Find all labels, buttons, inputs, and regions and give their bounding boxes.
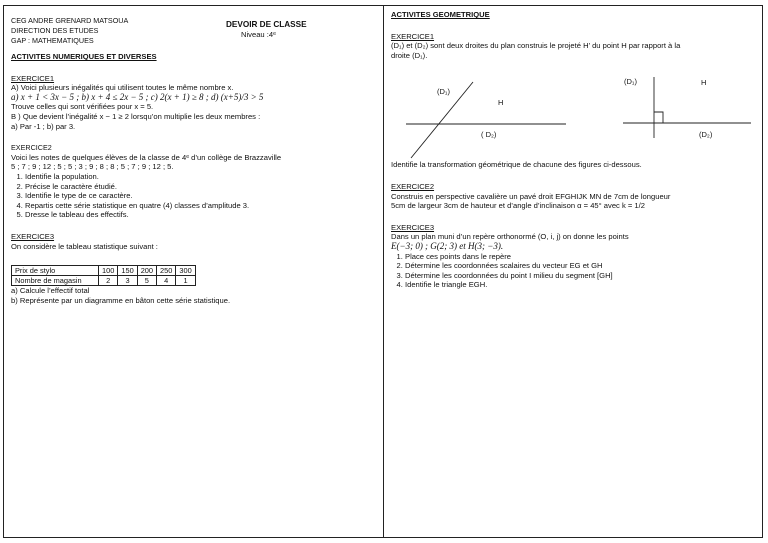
- geo-ex1-text1: (D₁) et (D₂) sont deux droites du plan construis le projeté H’ du point H par rapport à la: [391, 41, 681, 51]
- list-item: 4. Repartis cette série statistique en quatre (4) classes d’amplitude 3.: [25, 201, 377, 211]
- stat-table: [11, 265, 196, 286]
- table-cell: 100: [99, 266, 118, 276]
- gap-label: GAP : MATHEMATIQUES: [11, 36, 94, 45]
- ex1-b-items: a) Par -1 ; b) par 3.: [11, 121, 76, 131]
- ex2-title: EXERCICE2: [11, 143, 52, 153]
- geo-ex1-text2: droite (D₁).: [391, 50, 428, 60]
- geo-identify: Identifie la transformation géométrique de chacune des figures ci-dessous.: [391, 160, 642, 170]
- geo-ex2-line1: Construis en perspective cavalière un pavé droit EFGHIJK MN de 7cm de longueur: [391, 191, 671, 201]
- exam-title: DEVOIR DE CLASSE: [226, 20, 307, 29]
- geometry-figures: [391, 60, 756, 160]
- list-item: 3. Détermine les coordonnées du point I milieu du segment [GH]: [405, 271, 756, 281]
- list-item: 1. Place ces points dans le repère: [405, 252, 756, 262]
- table-cell: 5: [137, 276, 156, 286]
- list-item: 2. Détermine les coordonnées scalaires du vecteur EG et GH: [405, 261, 756, 271]
- right-angle-mark: [654, 112, 663, 123]
- label-d2-fig2: (D₂): [699, 130, 713, 140]
- list-item: 1. Identifie la population.: [25, 172, 377, 182]
- list-item: 4. Identifie le triangle EGH.: [405, 280, 756, 290]
- exam-sheet: [3, 5, 763, 538]
- table-row: [12, 276, 196, 286]
- ex3-a: a) Calcule l’effectif total: [11, 286, 90, 296]
- niveau-label: Niveau :4ᵉ: [241, 30, 276, 39]
- table-cell: 1: [176, 276, 195, 286]
- figures-svg: [391, 60, 756, 160]
- label-h-fig2: H: [701, 78, 707, 88]
- label-h-fig1: H: [498, 98, 504, 108]
- table-cell: 3: [118, 276, 137, 286]
- ex1-check: Trouve celles qui sont vérifiées pour x = 5.: [11, 102, 154, 112]
- geo-ex3-title: EXERCICE3: [391, 222, 435, 232]
- table-cell: Nombre de magasin: [12, 276, 99, 286]
- list-item: 3. Identifie le type de ce caractère.: [25, 191, 377, 201]
- geo-ex3-points: E(−3; 0) ; G(2; 3) et H(3; −3).: [391, 240, 504, 251]
- ex1-intro: A) Voici plusieurs inégalités qui utilisent toutes le même nombre x.: [11, 83, 234, 93]
- table-cell: 250: [157, 266, 176, 276]
- ex1-inequalities: a) x + 1 < 3x − 5 ; b) x + 4 ≤ 2x − 5 ; c) 2(x + 1) ≥ 8 ; d) (x+5)/3 > 5: [11, 91, 264, 102]
- table-cell: 4: [157, 276, 176, 286]
- geo-ex3-intro: Dans un plan muni d’un repère orthonormé (O, i, j) on donne les points: [391, 232, 629, 242]
- table-cell: 150: [118, 266, 137, 276]
- ex1-b-question: B ) Que devient l’inégalité x − 1 ≥ 2 lorsqu’on multiplie les deux membres :: [11, 111, 261, 121]
- table-cell: 2: [99, 276, 118, 286]
- direction-label: DIRECTION DES ETUDES: [11, 26, 99, 35]
- right-section-title: ACTIVITES GEOMETRIQUE: [391, 10, 490, 19]
- ex2-intro: Voici les notes de quelques élèves de la classe de 4ᵉ d’un collège de Brazzaville: [11, 152, 282, 162]
- list-item: 5. Dresse le tableau des effectifs.: [25, 210, 377, 220]
- right-column: [383, 6, 762, 537]
- geo-ex1-title: EXERCICE1: [391, 31, 435, 41]
- ex2-notes: 5 ; 7 ; 9 ; 12 ; 5 ; 5 ; 3 ; 9 ; 8 ; 8 ; 5 ; 7 ; 9 ; 12 ; 5.: [11, 162, 174, 172]
- ex3-title: EXERCICE3: [11, 231, 55, 241]
- school-name: CEG ANDRE GRENARD MATSOUA: [11, 16, 129, 25]
- ex3-b: b) Représente par un diagramme en bâton cette série statistique.: [11, 295, 231, 305]
- ex3-intro: On considère le tableau statistique suivant :: [11, 241, 158, 251]
- label-d1-fig1: (D₁): [437, 87, 450, 97]
- left-section-title: ACTIVITES NUMERIQUES ET DIVERSES: [11, 52, 157, 61]
- table-cell: Prix de stylo: [12, 266, 99, 276]
- geo-ex3-list: [391, 252, 756, 290]
- label-d2-fig1: ( D₂): [481, 130, 497, 140]
- list-item: 2. Précise le caractère étudié.: [25, 182, 377, 192]
- table-cell: 300: [176, 266, 195, 276]
- geo-ex2-line2: 5cm de largeur 3cm de hauteur et d’angle d’inclinaison α = 45° avec k = 1/2: [391, 201, 645, 211]
- geo-ex2-title: EXERCICE2: [391, 181, 435, 191]
- left-column: [4, 6, 383, 537]
- table-cell: 200: [137, 266, 156, 276]
- table-row: [12, 266, 196, 276]
- ex1-title: EXERCICE1: [11, 73, 55, 83]
- ex2-list: [11, 172, 377, 220]
- label-d1-fig2: (D₁): [624, 77, 637, 87]
